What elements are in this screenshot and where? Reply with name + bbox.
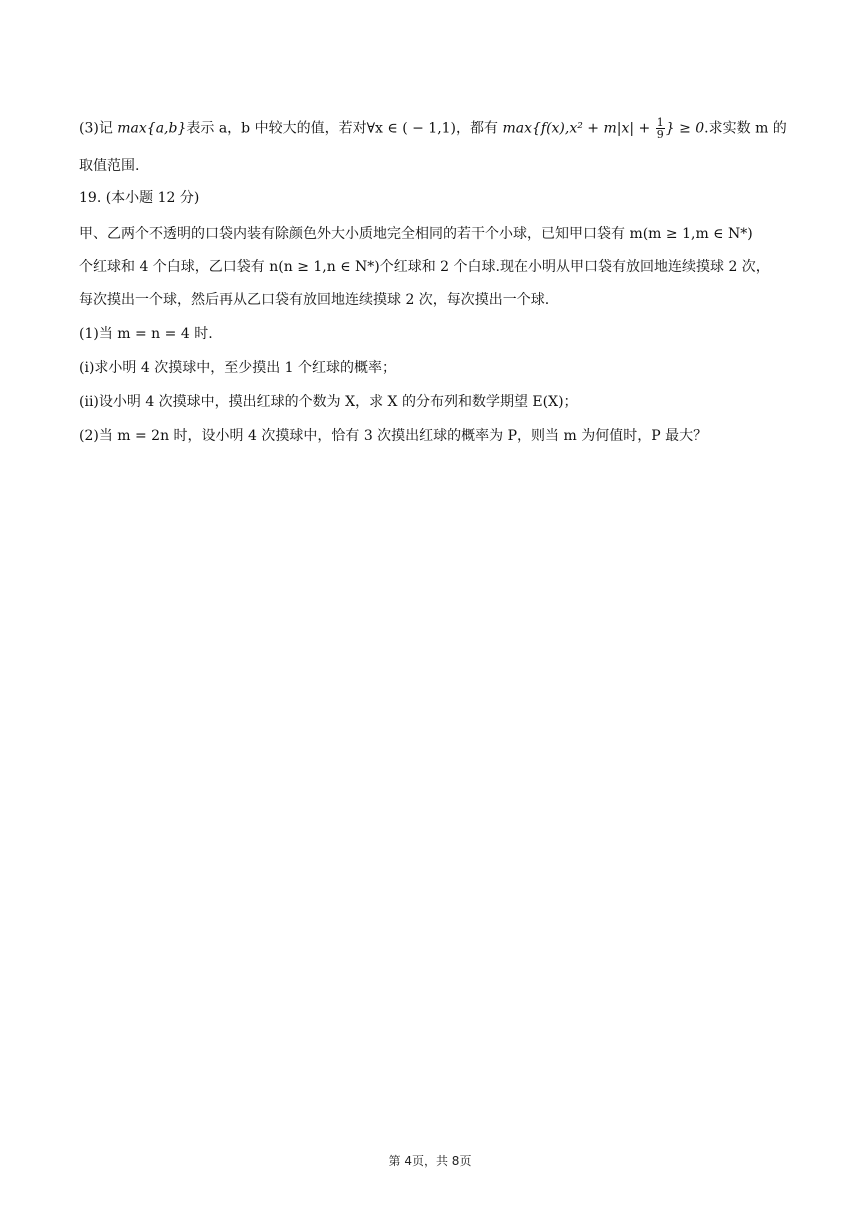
q18-part3-mid: 表示 a，b 中较大的值，若对∀x ∈ ( − 1,1)，都有 <box>186 120 503 137</box>
q19-stem-line1: 甲、乙两个不透明的口袋内装有除颜色外大小质地完全相同的若干个小球，已知甲口袋有 m(m ≥ 1,m ∈ N*) <box>79 226 753 242</box>
fraction-numerator: 1 <box>656 116 664 129</box>
q19-part1-ii: (ii)设小明 4 次摸球中，摸出红球的个数为 X，求 X 的分布列和数学期望 E(X)； <box>79 394 578 410</box>
q19-header: 19. (本小题 12 分) <box>79 190 200 206</box>
q19-part2: (2)当 m = 2n 时，设小明 4 次摸球中，恰有 3 次摸出红球的概率为 P，则当 m 为何值时，P 最大？ <box>79 428 708 444</box>
q19-stem-line2: 个红球和 4 个白球，乙口袋有 n(n ≥ 1,n ∈ N*)个红球和 2 个白球.现在小明从甲口袋有放回地连续摸球 2 次， <box>79 259 770 275</box>
q19-part1: (1)当 m = n = 4 时. <box>79 326 213 342</box>
q18-part3-prefix: (3)记 <box>79 120 118 137</box>
q18-part3-line1 <box>79 116 787 141</box>
q18-part3-tail: .求实数 m 的 <box>704 120 787 137</box>
q18-expr-a: max{f(x),x² + m|x| + <box>502 120 655 137</box>
q19-stem-line3: 每次摸出一个球，然后再从乙口袋有放回地连续摸球 2 次，每次摸出一个球. <box>79 292 550 308</box>
q18-max-ab: max{a,b} <box>117 120 187 137</box>
fraction-denominator: 9 <box>656 128 664 141</box>
one-ninth-fraction <box>656 117 665 140</box>
q19-part1-i: (i)求小明 4 次摸球中，至少摸出 1 个红球的概率； <box>79 360 397 376</box>
page-footer: 第 4页，共 8页 <box>388 1154 472 1168</box>
q18-part3-line2: 取值范围. <box>79 158 140 174</box>
q18-expr-b: } ≥ 0 <box>665 120 705 137</box>
